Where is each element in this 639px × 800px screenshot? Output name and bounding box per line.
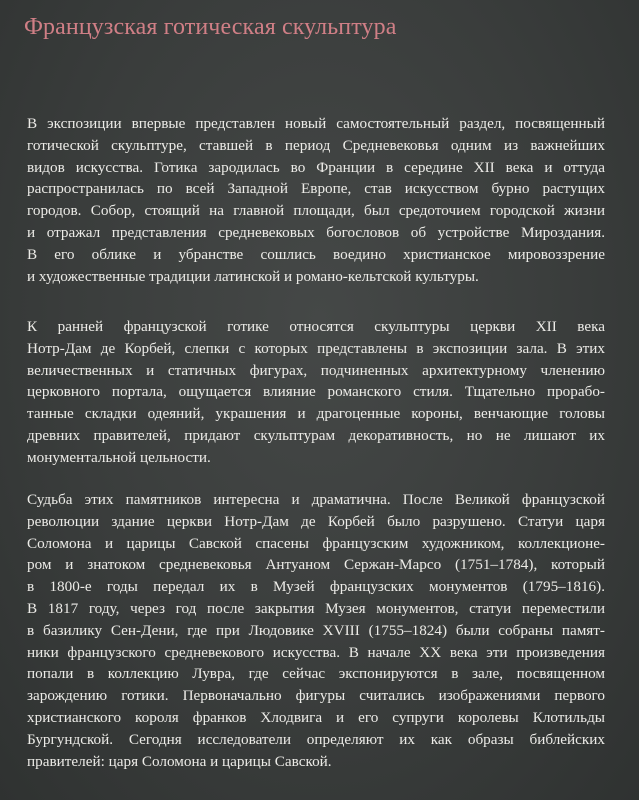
text-line: ром и знатоком средневековья Антуаном Сержан-Марсо (1751–1784), который bbox=[27, 556, 605, 574]
text-line: попали в коллекцию Лувра, где сейчас экспонируются в зале, посвященном bbox=[27, 665, 605, 683]
paragraph-2 bbox=[27, 316, 605, 469]
text-line: танные складки одеяний, украшения и драгоценные короны, венчающие головы bbox=[27, 405, 605, 423]
panel-title: Французская готическая скульптура bbox=[24, 14, 397, 40]
text-line: городов. Собор, стоящий на главной площади, был средоточием городской жизни bbox=[27, 202, 605, 220]
text-line: церковного портала, ощущается влияние романского стиля. Тщательно прорабо- bbox=[27, 383, 605, 401]
text-line: и художественные традиции латинской и романо-кельтской культуры. bbox=[27, 267, 479, 285]
text-line: В экспозиции впервые представлен новый самостоятельный раздел, посвященный bbox=[27, 115, 605, 132]
text-line: К ранней французской готике относятся скульптуры церкви XII века bbox=[27, 318, 605, 335]
text-line: монументальной цельности. bbox=[27, 448, 211, 466]
text-line: В 1817 году, через год после закрытия Музея монументов, статуи переместили bbox=[27, 599, 605, 617]
text-line: видов искусства. Готика зародилась во Франции в середине XII века и оттуда bbox=[27, 158, 605, 176]
text-line: зарождению готики. Первоначально фигуры считались изображениями первого bbox=[27, 687, 605, 705]
text-line: революции здание церкви Нотр-Дам де Корбей было разрушено. Статуи царя bbox=[27, 512, 605, 530]
text-line: распространилась по всей Западной Европе, став искусством бурно растущих bbox=[27, 180, 605, 198]
text-line: древних правителей, придают скульптурам декоративность, но не лишают их bbox=[27, 426, 605, 444]
text-line: Судьба этих памятников интересна и драматична. После Великой французской bbox=[27, 491, 605, 508]
text-line: готической скульптуре, ставшей в период Средневековья одним из важнейших bbox=[27, 136, 605, 154]
paragraph-1 bbox=[27, 113, 605, 287]
text-line: величественных и статичных фигурах, подчиненных архитектурному членению bbox=[27, 361, 605, 379]
text-line: и отражал представления средневековых богословов об устройстве Мироздания. bbox=[27, 223, 605, 241]
text-line: Бургундской. Сегодня исследователи определяют их как образы библейских bbox=[27, 730, 605, 748]
text-line: в 1800-е годы передал их в Музей французских монументов (1795–1816). bbox=[27, 578, 605, 596]
text-line: правителей: царя Соломона и царицы Савской. bbox=[27, 752, 332, 770]
text-line: ники французского средневекового искусства. В начале XX века эти произведения bbox=[27, 643, 605, 661]
text-line: В его облике и убранстве сошлись воедино христианское мировоззрение bbox=[27, 245, 605, 263]
text-line: Соломона и царицы Савской спасены французским художником, коллекционе- bbox=[27, 534, 605, 552]
paragraph-3 bbox=[27, 489, 605, 772]
text-line: христианского короля франков Хлодвига и его супруги королевы Клотильды bbox=[27, 708, 605, 726]
text-line: в базилику Сен-Дени, где при Людовике XVIII (1755–1824) были собраны памят- bbox=[27, 621, 605, 639]
text-line: Нотр-Дам де Корбей, слепки с которых представлены в экспозиции зала. В этих bbox=[27, 339, 605, 357]
